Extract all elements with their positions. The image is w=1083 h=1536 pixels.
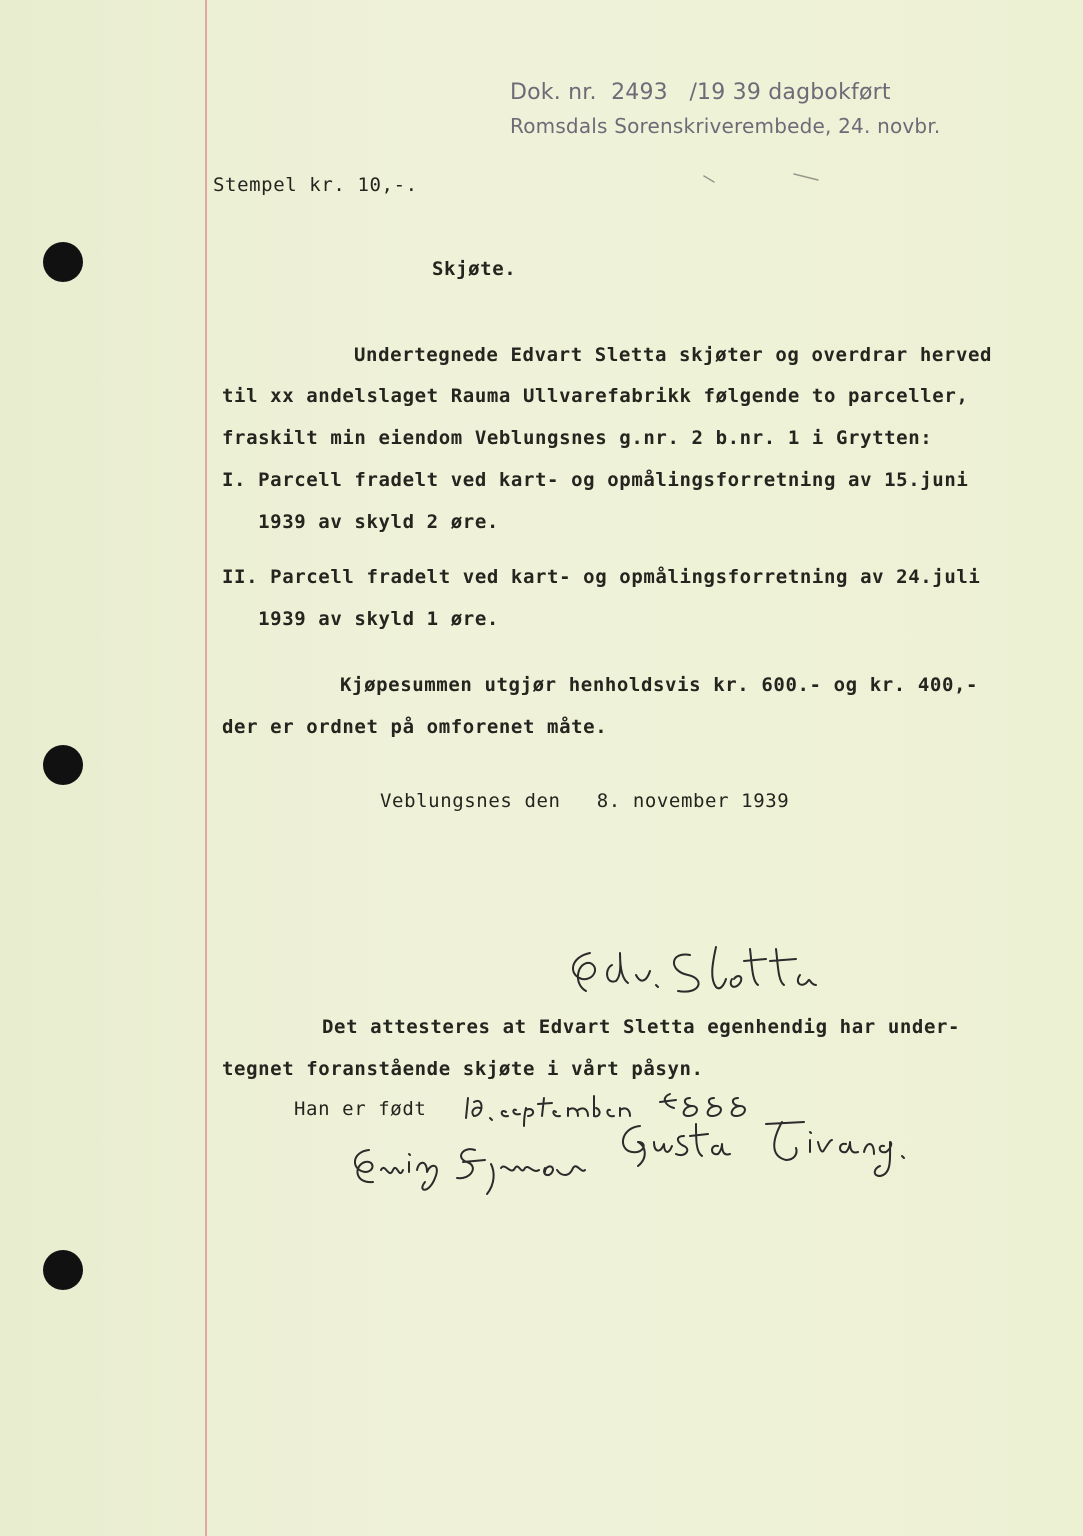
attest-line: tegnet foranstående skjøte i vårt påsyn. [222,1058,704,1080]
parcel-1-line: I. Parcell fradelt ved kart- og opmålingsforretning av 15.juni [222,469,969,491]
body-line: Kjøpesummen utgjør henholdsvis kr. 600.- og kr. 400,- [340,674,979,696]
body-line: der er ordnet på omforenet måte. [222,716,608,738]
place-date: Veblungsnes den 8. november 1939 [380,790,790,812]
witness-signature-1 [345,1132,615,1202]
punch-hole [43,745,83,785]
born-label: Han er født [294,1098,427,1120]
attest-line: Det attesteres at Edvart Sletta egenhendig har under- [322,1016,961,1038]
registry-stamp-line2: Romsdals Sorenskriverembede, 24. novbr. [510,114,941,138]
registry-stamp-line1: Dok. nr. 2493 /19 39 dagbokført [510,80,891,105]
margin-line [205,0,207,1536]
body-line: fraskilt min eiendom Veblungsnes g.nr. 2 b.nr. 1 i Grytten: [222,427,933,449]
body-line: Undertegnede Edvart Sletta skjøter og overdrar herved [354,344,993,366]
punch-hole [43,242,83,282]
signature-sletta [560,935,830,1005]
witness-signature-2 [610,1110,910,1190]
faint-pencil-marks [700,168,840,198]
stamp-duty: Stempel kr. 10,-. [213,174,418,196]
punch-hole [43,1250,83,1290]
parcel-2-line: II. Parcell fradelt ved kart- og opmålingsforretning av 24.juli [222,566,981,588]
parcel-2-line: 1939 av skyld 1 øre. [222,608,499,630]
document-title: Skjøte. [432,258,517,280]
body-line: til xx andelslaget Rauma Ullvarefabrikk følgende to parceller, [222,385,969,407]
parcel-1-line: 1939 av skyld 2 øre. [222,511,499,533]
